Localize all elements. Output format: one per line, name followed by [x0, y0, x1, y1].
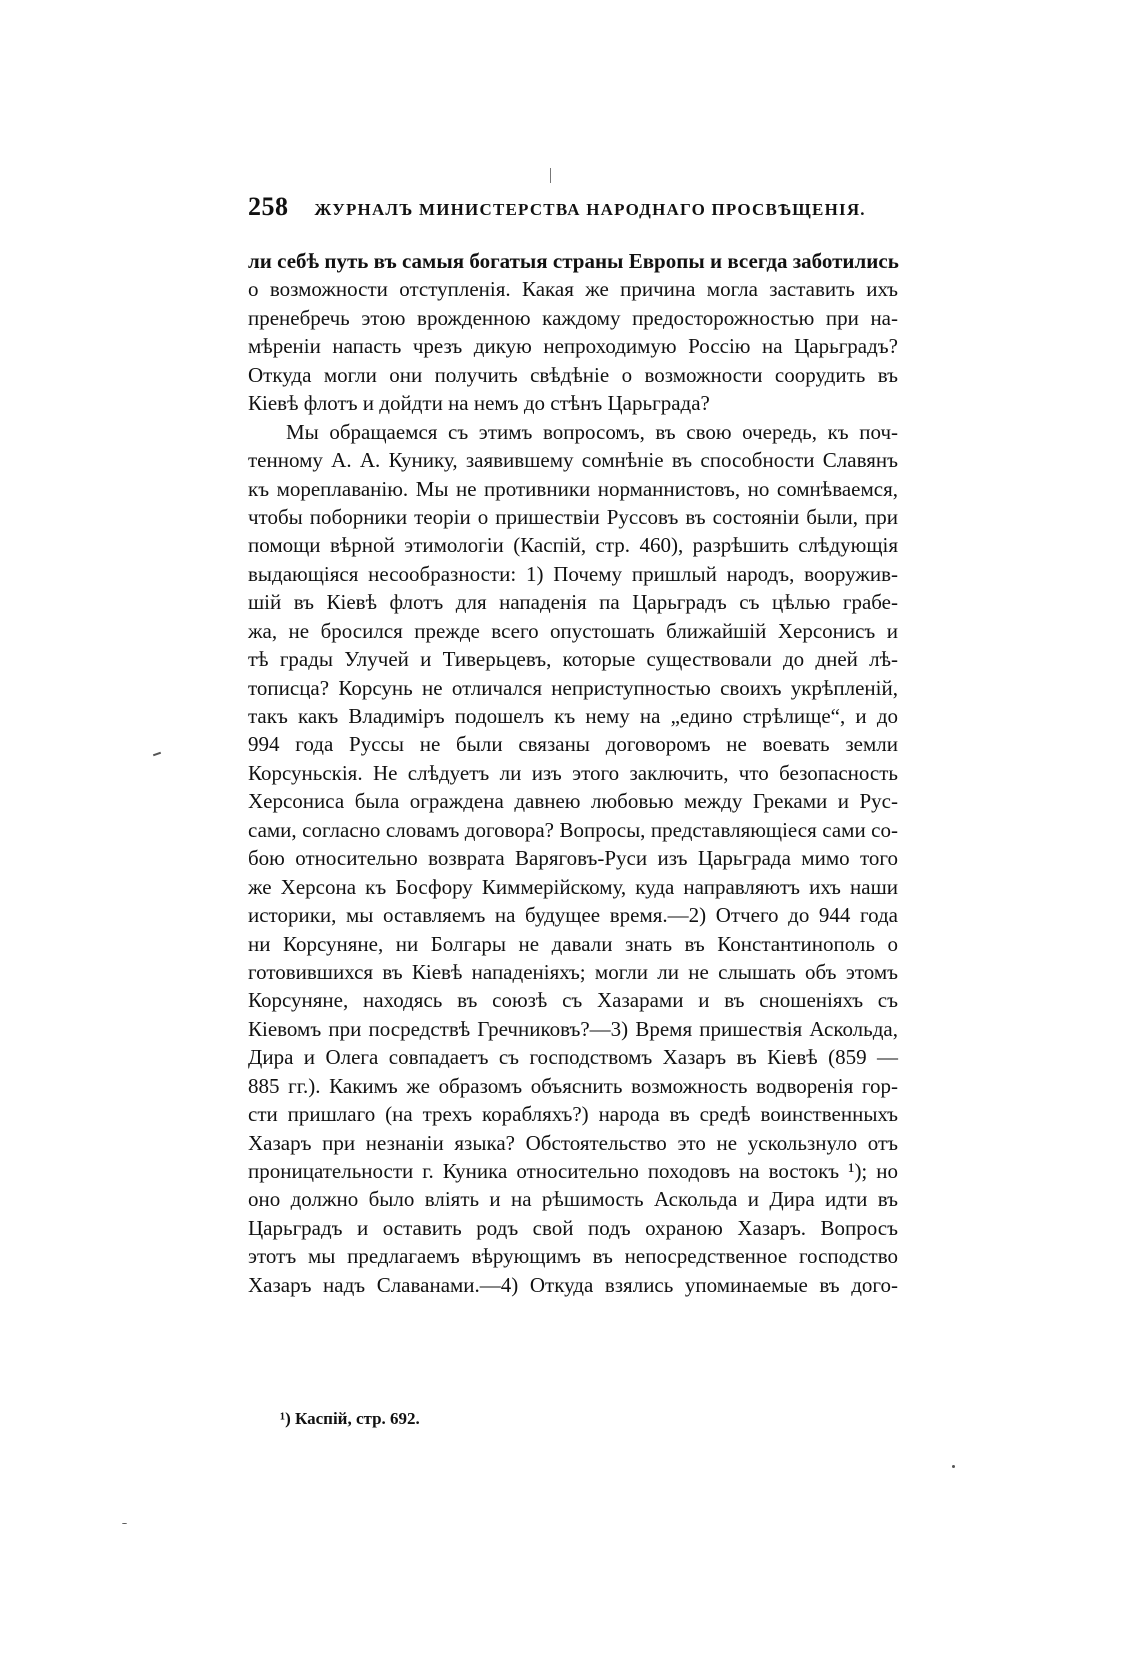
page-header: [248, 192, 898, 226]
text-line: Корсуньскія. Не слѣдуетъ ли изъ этого заключить, что безопасность: [248, 760, 898, 785]
text-line: тенному А. А. Кунику, заявившему сомнѣніе въ способности Славянъ: [248, 448, 898, 473]
text-line: бою относительно возврата Варяговъ-Руси изъ Царьграда мимо того: [248, 846, 898, 871]
text-line: 994 года Руссы не были связаны договоромъ не воевать земли: [248, 732, 898, 757]
page-number: 258: [248, 192, 289, 221]
footnote: ¹) Каспій, стр. 692.: [280, 1409, 420, 1428]
scan-mark-top: [550, 168, 551, 183]
text-line: къ мореплаванію. Мы не противники норманнистовъ, но сомнѣваемся,: [248, 476, 898, 501]
scan-speck: [122, 1523, 127, 1524]
text-line: Корсуняне, находясь въ союзѣ съ Хазарами и въ сношеніяхъ съ: [248, 988, 898, 1013]
scan-mark-left: [153, 752, 161, 757]
text-line: мѣреніи напасть чрезъ дикую непроходимую Россію на Царьградъ?: [248, 334, 898, 359]
text-line: Откуда могли они получить свѣдѣніе о возможности соорудить въ: [248, 362, 898, 387]
text-line: Хазаръ при незнаніи языка? Обстоятельство это не ускользнуло отъ: [248, 1130, 898, 1155]
text-line: 885 гг.). Какимъ же образомъ объяснить возможность водворенія гор-: [248, 1073, 898, 1098]
text-line: сти пришлаго (на трехъ корабляхъ?) народа въ средѣ воинственныхъ: [248, 1102, 898, 1127]
text-line: проницательности г. Куника относительно походовъ на востокъ ¹); но: [248, 1159, 898, 1183]
text-line: тописца? Корсунь не отличался неприступностью своихъ укрѣпленій,: [248, 675, 898, 700]
text-line: о возможности отступленія. Какая же причина могла заставить ихъ: [248, 277, 898, 302]
text-line: Кіевомъ при посредствѣ Гречниковъ?—3) Время пришествія Аскольда,: [248, 1016, 898, 1041]
text-line: Дира и Олега совпадаетъ съ господствомъ Хазаръ въ Кіевѣ (859 —: [248, 1045, 898, 1070]
text-line: же Херсона къ Босфору Киммерійскому, куда направляютъ ихъ наши: [248, 874, 898, 899]
text-line: готовившихся въ Кіевѣ нападеніяхъ; могли ли не слышать объ этомъ: [248, 959, 898, 984]
text-line: выдающіяся несообразности: 1) Почему пришлый народъ, вооружив-: [248, 561, 898, 586]
scan-speck: [952, 1465, 955, 1468]
text-line: ни Корсуняне, ни Болгары не давали знать въ Константинополь о: [248, 931, 898, 956]
body-text: [248, 247, 898, 1299]
text-line: тѣ грады Улучей и Тиверьцевъ, которые существовали до дней лѣ-: [248, 647, 898, 672]
text-line: Царьградъ и оставить родъ свой подъ охраною Хазаръ. Вопросъ: [248, 1215, 898, 1240]
text-line: Херсониса была ограждена давнею любовью между Греками и Рус-: [248, 789, 898, 814]
text-line: сами, согласно словамъ договора? Вопросы, представляющіеся сами со-: [248, 817, 898, 842]
text-line: чтобы поборники теоріи о пришествіи Руссовъ въ состояніи были, при: [248, 504, 898, 529]
text-line: жа, не бросился прежде всего опустошать ближайшій Херсонисъ и: [248, 618, 898, 643]
running-title: ЖУРНАЛЪ МИНИСТЕРСТВА НАРОДНАГО ПРОСВѢЩЕНІЯ.: [314, 200, 866, 219]
text-line: историки, мы оставляемъ на будущее время.—2) Отчего до 944 года: [248, 903, 898, 928]
text-line: Мы обращаемся съ этимъ вопросомъ, въ свою очередь, къ поч-: [286, 419, 898, 444]
text-line: оно должно было вліять и на рѣшимость Аскольда и Дира идти въ: [248, 1187, 898, 1212]
text-line: этотъ мы предлагаемъ вѣрующимъ въ непосредственное господство: [248, 1244, 898, 1269]
text-line: ли себѣ путь въ самыя богатыя страны Европы и всегда заботились: [248, 249, 899, 273]
text-line: шій въ Кіевѣ флотъ для нападенія па Царьградъ съ цѣлью грабе-: [248, 590, 898, 615]
text-line: такъ какъ Владиміръ подошелъ къ нему на „едино стрѣлище“, и до: [248, 704, 898, 728]
text-line: помощи вѣрной этимологіи (Каспій, стр. 460), разрѣшить слѣдующія: [248, 533, 898, 558]
text-line: пренебречь этою врожденною каждому предосторожностью при на-: [248, 305, 898, 330]
text-line: Кіевѣ флотъ и дойдти на немъ до стѣнъ Царьграда?: [248, 391, 710, 416]
text-line: Хазаръ надъ Славанами.—4) Откуда взялись упоминаемые въ дого-: [248, 1272, 898, 1297]
